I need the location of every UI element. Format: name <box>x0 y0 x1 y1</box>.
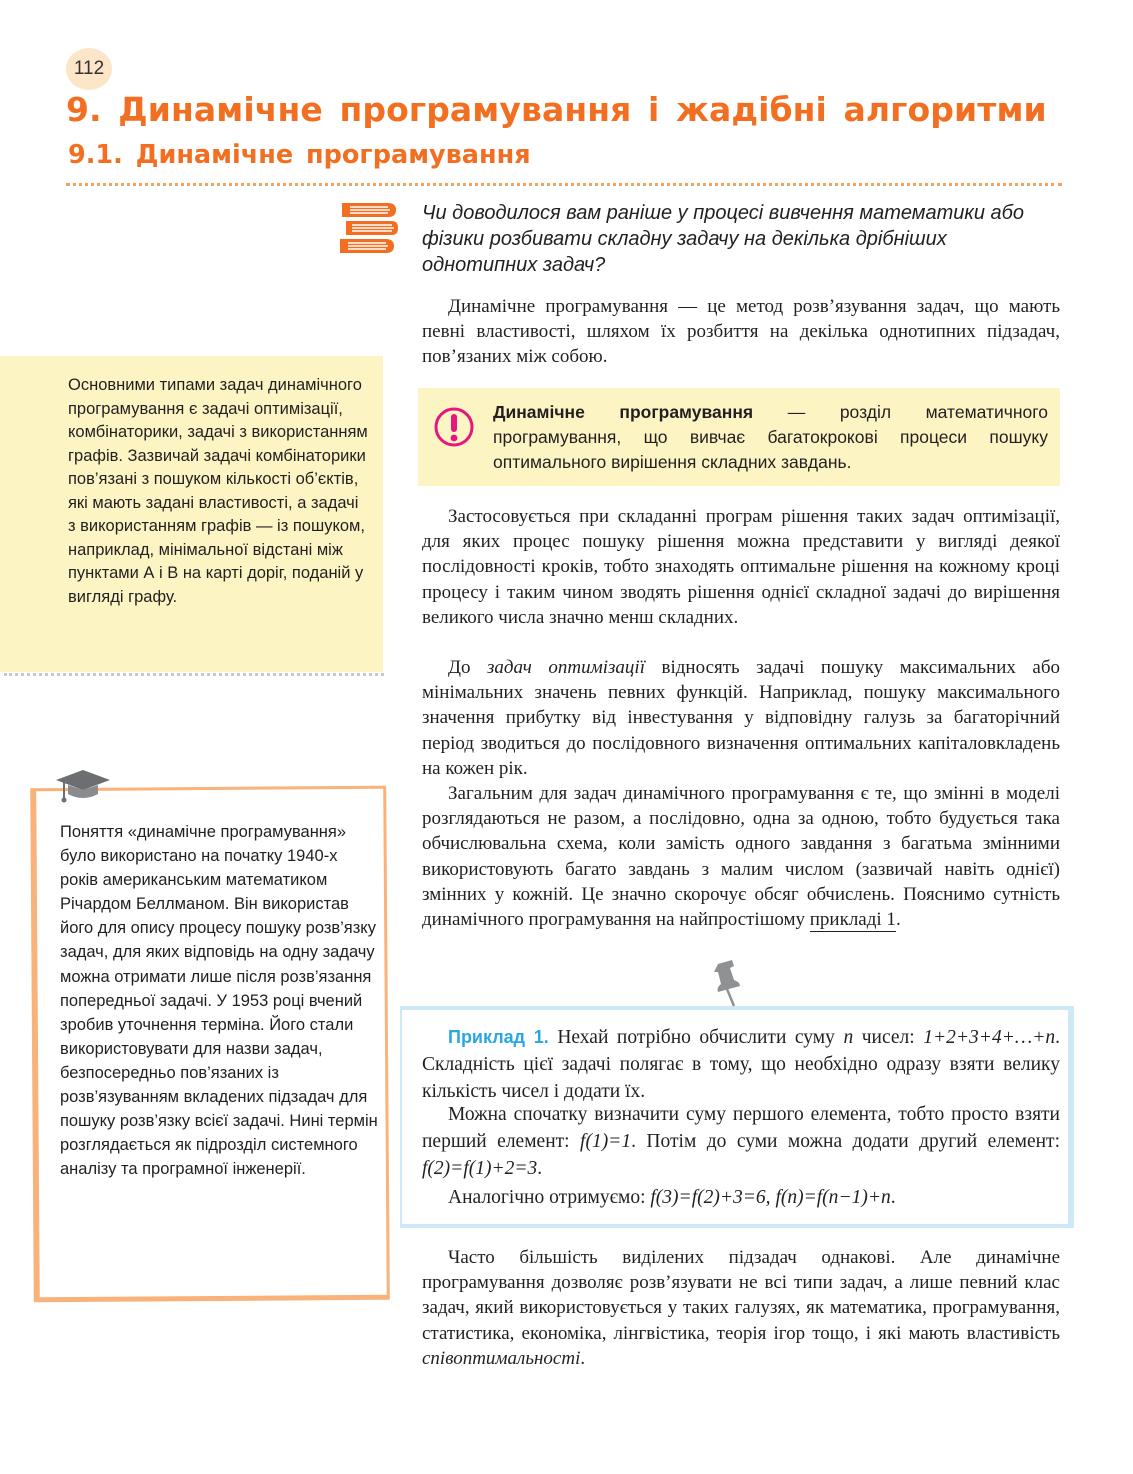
formula-f3: f(3)=f(2)+3=6, <box>650 1187 771 1208</box>
definition-body: — розділ математичного програмування, що вивчає багатокрокові процеси пошуку оптимального вирішення складних завдань. <box>493 402 1048 473</box>
sidebar-note-text: Основними типами задач динамічного програмування є задачі оптимізації, комбінаторики, задачі з використанням графів. Зазвичай задачі комбінаторики пов’язані з пошуком кількості об’єктів, які мають задані властивості, а задачі з використанням графів — із пошуком, наприклад, мінімальної відстані між пунктами А і В на карті доріг, поданій у вигляді графу. <box>68 376 368 606</box>
section-title: 9.1. Динамічне програмування <box>68 140 531 170</box>
history-note-text: Поняття «динамічне програмування» було використано на початку 1940-х років американським математиком Річардом Беллманом. Він використав його для опису процесу пошуку розв’язку задач, для яких відповідь на одну задачу можна отримати лише після розв’язання попередньої задачі. У 1953 році вчений зробив уточнення терміна. Його стали використовувати для назви задач, безпосередньо пов’язаних із розв’язуванням вкладених підзадач для пошуку розв’язку всієї задачі. Нині термін розглядається як підрозділ системного аналізу та програмної інженерії. <box>60 823 378 1179</box>
application-paragraph: Застосовується при складанні програм рішення таких задач оптимізації, для яких процес пошуку рішення можна представити у вигляді деякої послідовності кроків, тобто знаходять оптимальне рішення на кожному кроці процесу і таким чином зводять рішення однієї складної задачі до вирішення великого числа значно менш складних. <box>422 506 1060 628</box>
section-divider <box>66 183 1062 186</box>
exclamation-icon <box>434 405 474 449</box>
example-paragraph-2: Можна спочатку визначити суму першого елемента, тобто просто взяти перший елемент: f(1)=1. Потім до суми можна додати другий елемент: f(2)=f(1)+2=3. <box>422 1104 1061 1179</box>
definition-term: Динамічне програмування <box>493 402 754 422</box>
sidebar-divider <box>4 673 384 676</box>
chapter-title: 9. Динамічне програмування і жадібні алгоритми <box>66 90 1047 129</box>
books-icon <box>338 199 400 257</box>
example-paragraph-1: Приклад 1. Нехай потрібно обчислити суму n чисел: 1+2+3+4+…+n. Складність цієї задачі полягає в тому, що необхідно одразу взяти велику кількість чисел і додати їх. <box>422 1027 1060 1102</box>
general-paragraph: Загальним для задач динамічного програмування є те, що змінні в моделі розглядаються не разом, а послідовно, одна за одною, тобто будується така обчислювальна схема, коли замість одного завдання з багатьма змінними використовують багато завдань з малим числом (зазвичай навіть однієї) змінних у кожній. Це значно скорочує обсяг обчислень. Пояснимо сутність динамічного програмування на найпростішому прикладі 1. <box>422 783 1060 931</box>
page-number: 112 <box>66 48 112 90</box>
cooptimality-term: співоптимальності <box>422 1347 581 1369</box>
formula-fn: f(n)=f(n−1)+n <box>775 1187 891 1208</box>
definition-box <box>418 388 1060 486</box>
optimization-paragraph: До задач оптимізації відносять задачі пошуку максимальних або мінімальних значень певних функцій. Наприклад, пошуку максимального значення прибутку від інвестування у відповідну галузь за багаторічний період зводиться до послідовного визначення оптимальних капіталовкладень на кожен рік. <box>422 657 1060 779</box>
pushpin-icon <box>710 958 750 1008</box>
definition-text <box>493 400 1048 476</box>
sum-expression: 1+2+3+4+…+n <box>923 1027 1056 1048</box>
intro-paragraph: Динамічне програмування — це метод розв’язування задач, що мають певні властивості, шляхом їх розбиття на декілька однотипних підзадач, пов’язаних між собою. <box>422 296 1060 368</box>
intro-question: Чи доводилося вам раніше у процесі вивчення математики або фізики розбивати складну задачу на декілька дрібніших однотипних задач? <box>422 202 1025 276</box>
closing-paragraph: Часто більшість виділених підзадач однакові. Але динамічне програмування дозволяє розв’язувати не всі типи задач, а лише певний клас задач, який використовується у таких галузях, як математика, програмування, статистика, економіка, лінгвістика, теорія ігор тощо, і які мають властивість співоптимальності. <box>422 1247 1060 1369</box>
optimization-term: задач оптимізації <box>487 657 645 678</box>
example-paragraph-3: Аналогічно отримуємо: f(3)=f(2)+3=6, f(n)=f(n−1)+n. <box>448 1187 896 1208</box>
example-reference-link[interactable]: прикладі 1 <box>809 909 896 931</box>
example-label: Приклад 1. <box>448 1027 549 1047</box>
graduation-cap-icon <box>54 768 112 808</box>
formula-f1: f(1)=1 <box>580 1131 632 1152</box>
formula-f2: f(2)=f(1)+2=3 <box>422 1158 538 1179</box>
